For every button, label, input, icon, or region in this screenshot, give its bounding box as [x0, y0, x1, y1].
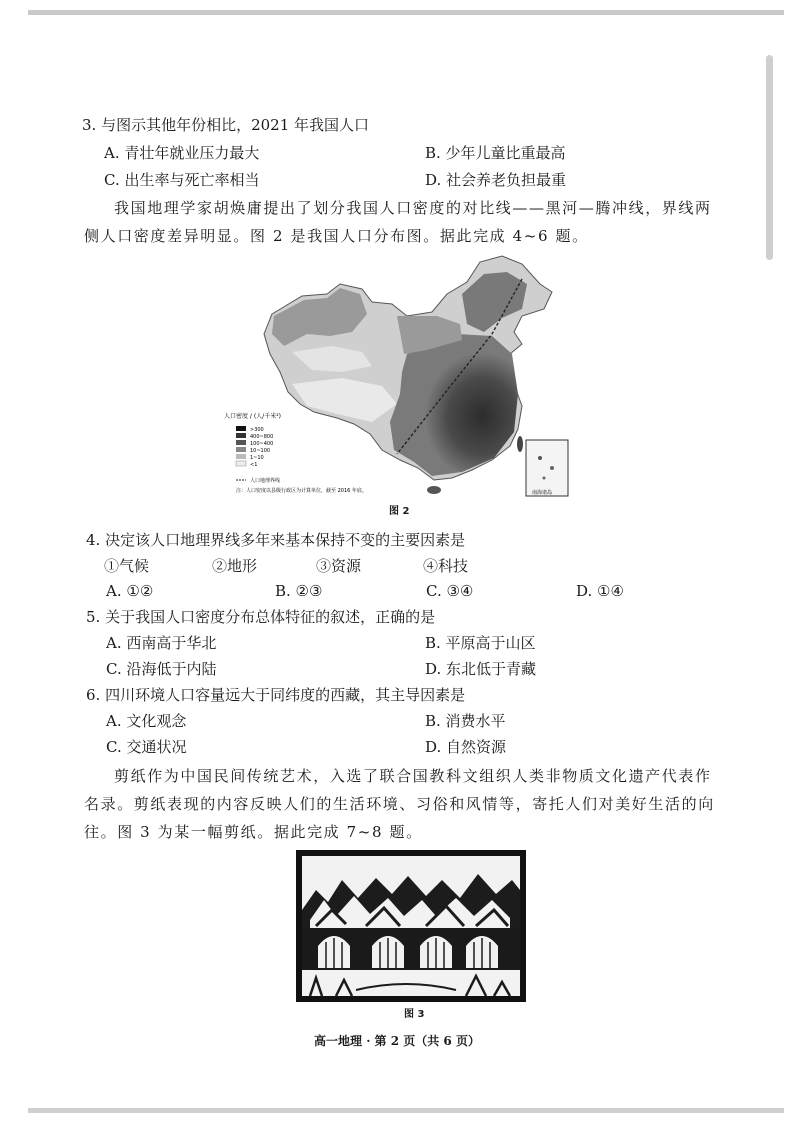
- q6-option-a: A. 文化观念: [106, 712, 187, 730]
- q5-option-a: A. 西南高于华北: [106, 634, 217, 652]
- q5-option-d: D. 东北低于青藏: [425, 660, 537, 678]
- map-legend: [224, 412, 367, 494]
- legend-item-6: <1: [250, 462, 258, 468]
- q6-option-b: B. 消费水平: [425, 712, 506, 730]
- intro-7-8-line-3: 往。图 3 为某一幅剪纸。据此完成 7~8 题。: [84, 823, 423, 841]
- figure-3-paper-cut: [296, 850, 526, 1002]
- q3-option-c: C. 出生率与死亡率相当: [104, 171, 260, 189]
- figure-2-caption: 图 2: [389, 506, 410, 517]
- q6-option-d: D. 自然资源: [425, 738, 507, 756]
- intro-4-6-line-2: 侧人口密度差异明显。图 2 是我国人口分布图。据此完成 4~6 题。: [84, 227, 589, 245]
- q5-option-c: C. 沿海低于内陆: [106, 660, 217, 678]
- q6-option-c: C. 交通状况: [106, 738, 187, 756]
- question-5-stem: 5. 关于我国人口密度分布总体特征的叙述，正确的是: [86, 608, 436, 626]
- page-footer: 高一地理 · 第 2 页（共 6 页）: [314, 1034, 480, 1048]
- q4-factor-4: ④科技: [423, 557, 469, 575]
- q4-factor-1: ①气候: [104, 557, 150, 575]
- q4-option-d: D. ①④: [576, 582, 624, 600]
- intro-7-8-line-2: 名录。剪纸表现的内容反映人们的生活环境、习俗和风情等，寄托人们对美好生活的向: [84, 795, 715, 813]
- legend-item-5: 1~10: [250, 455, 264, 461]
- legend-item-4: 10~100: [250, 448, 271, 454]
- intro-7-8-line-1: 剪纸作为中国民间传统艺术，入选了联合国教科文组织人类非物质文化遗产代表作: [114, 767, 712, 785]
- legend-item-3: 100~400: [250, 441, 274, 447]
- legend-line-label: 人口地理界线: [250, 478, 281, 484]
- intro-4-6-line-1: 我国地理学家胡焕庸提出了划分我国人口密度的对比线——黑河—腾冲线，界线两: [114, 199, 712, 217]
- scrollbar[interactable]: [766, 55, 773, 260]
- q3-option-b: B. 少年儿童比重最高: [425, 144, 566, 162]
- q3-option-d: D. 社会养老负担最重: [425, 171, 567, 189]
- paper-cut-graphic: [296, 850, 526, 1002]
- q3-option-a: A. 青壮年就业压力最大: [104, 144, 260, 162]
- q4-factor-2: ②地形: [212, 557, 258, 575]
- question-4-stem: 4. 决定该人口地理界线多年来基本保持不变的主要因素是: [86, 531, 466, 549]
- question-3-stem: 3. 与图示其他年份相比，2021 年我国人口: [82, 116, 370, 134]
- legend-item-2: 400~800: [250, 434, 274, 440]
- legend-title: 人口密度 / (人/千米²): [224, 413, 281, 420]
- q5-option-b: B. 平原高于山区: [425, 634, 536, 652]
- legend-item-1: >300: [250, 427, 264, 433]
- figure-3-caption: 图 3: [404, 1009, 425, 1020]
- scan-edge-bottom: [28, 1108, 784, 1113]
- figure-2-population-map: [222, 254, 582, 499]
- china-map-graphic: [222, 254, 582, 499]
- q4-option-b: B. ②③: [275, 582, 323, 600]
- q4-option-c: C. ③④: [426, 582, 474, 600]
- question-6-stem: 6. 四川环境人口容量远大于同纬度的西藏，其主导因素是: [86, 686, 466, 704]
- south-china-sea-inset: [526, 440, 568, 496]
- scan-edge-top: [28, 10, 784, 15]
- q4-option-a: A. ①②: [106, 582, 154, 600]
- inset-label: 南海诸岛: [532, 490, 553, 496]
- map-note: 注：人口密度以县级行政区为计算单位，截至 2016 年底。: [236, 488, 367, 494]
- q4-factor-3: ③资源: [316, 557, 362, 575]
